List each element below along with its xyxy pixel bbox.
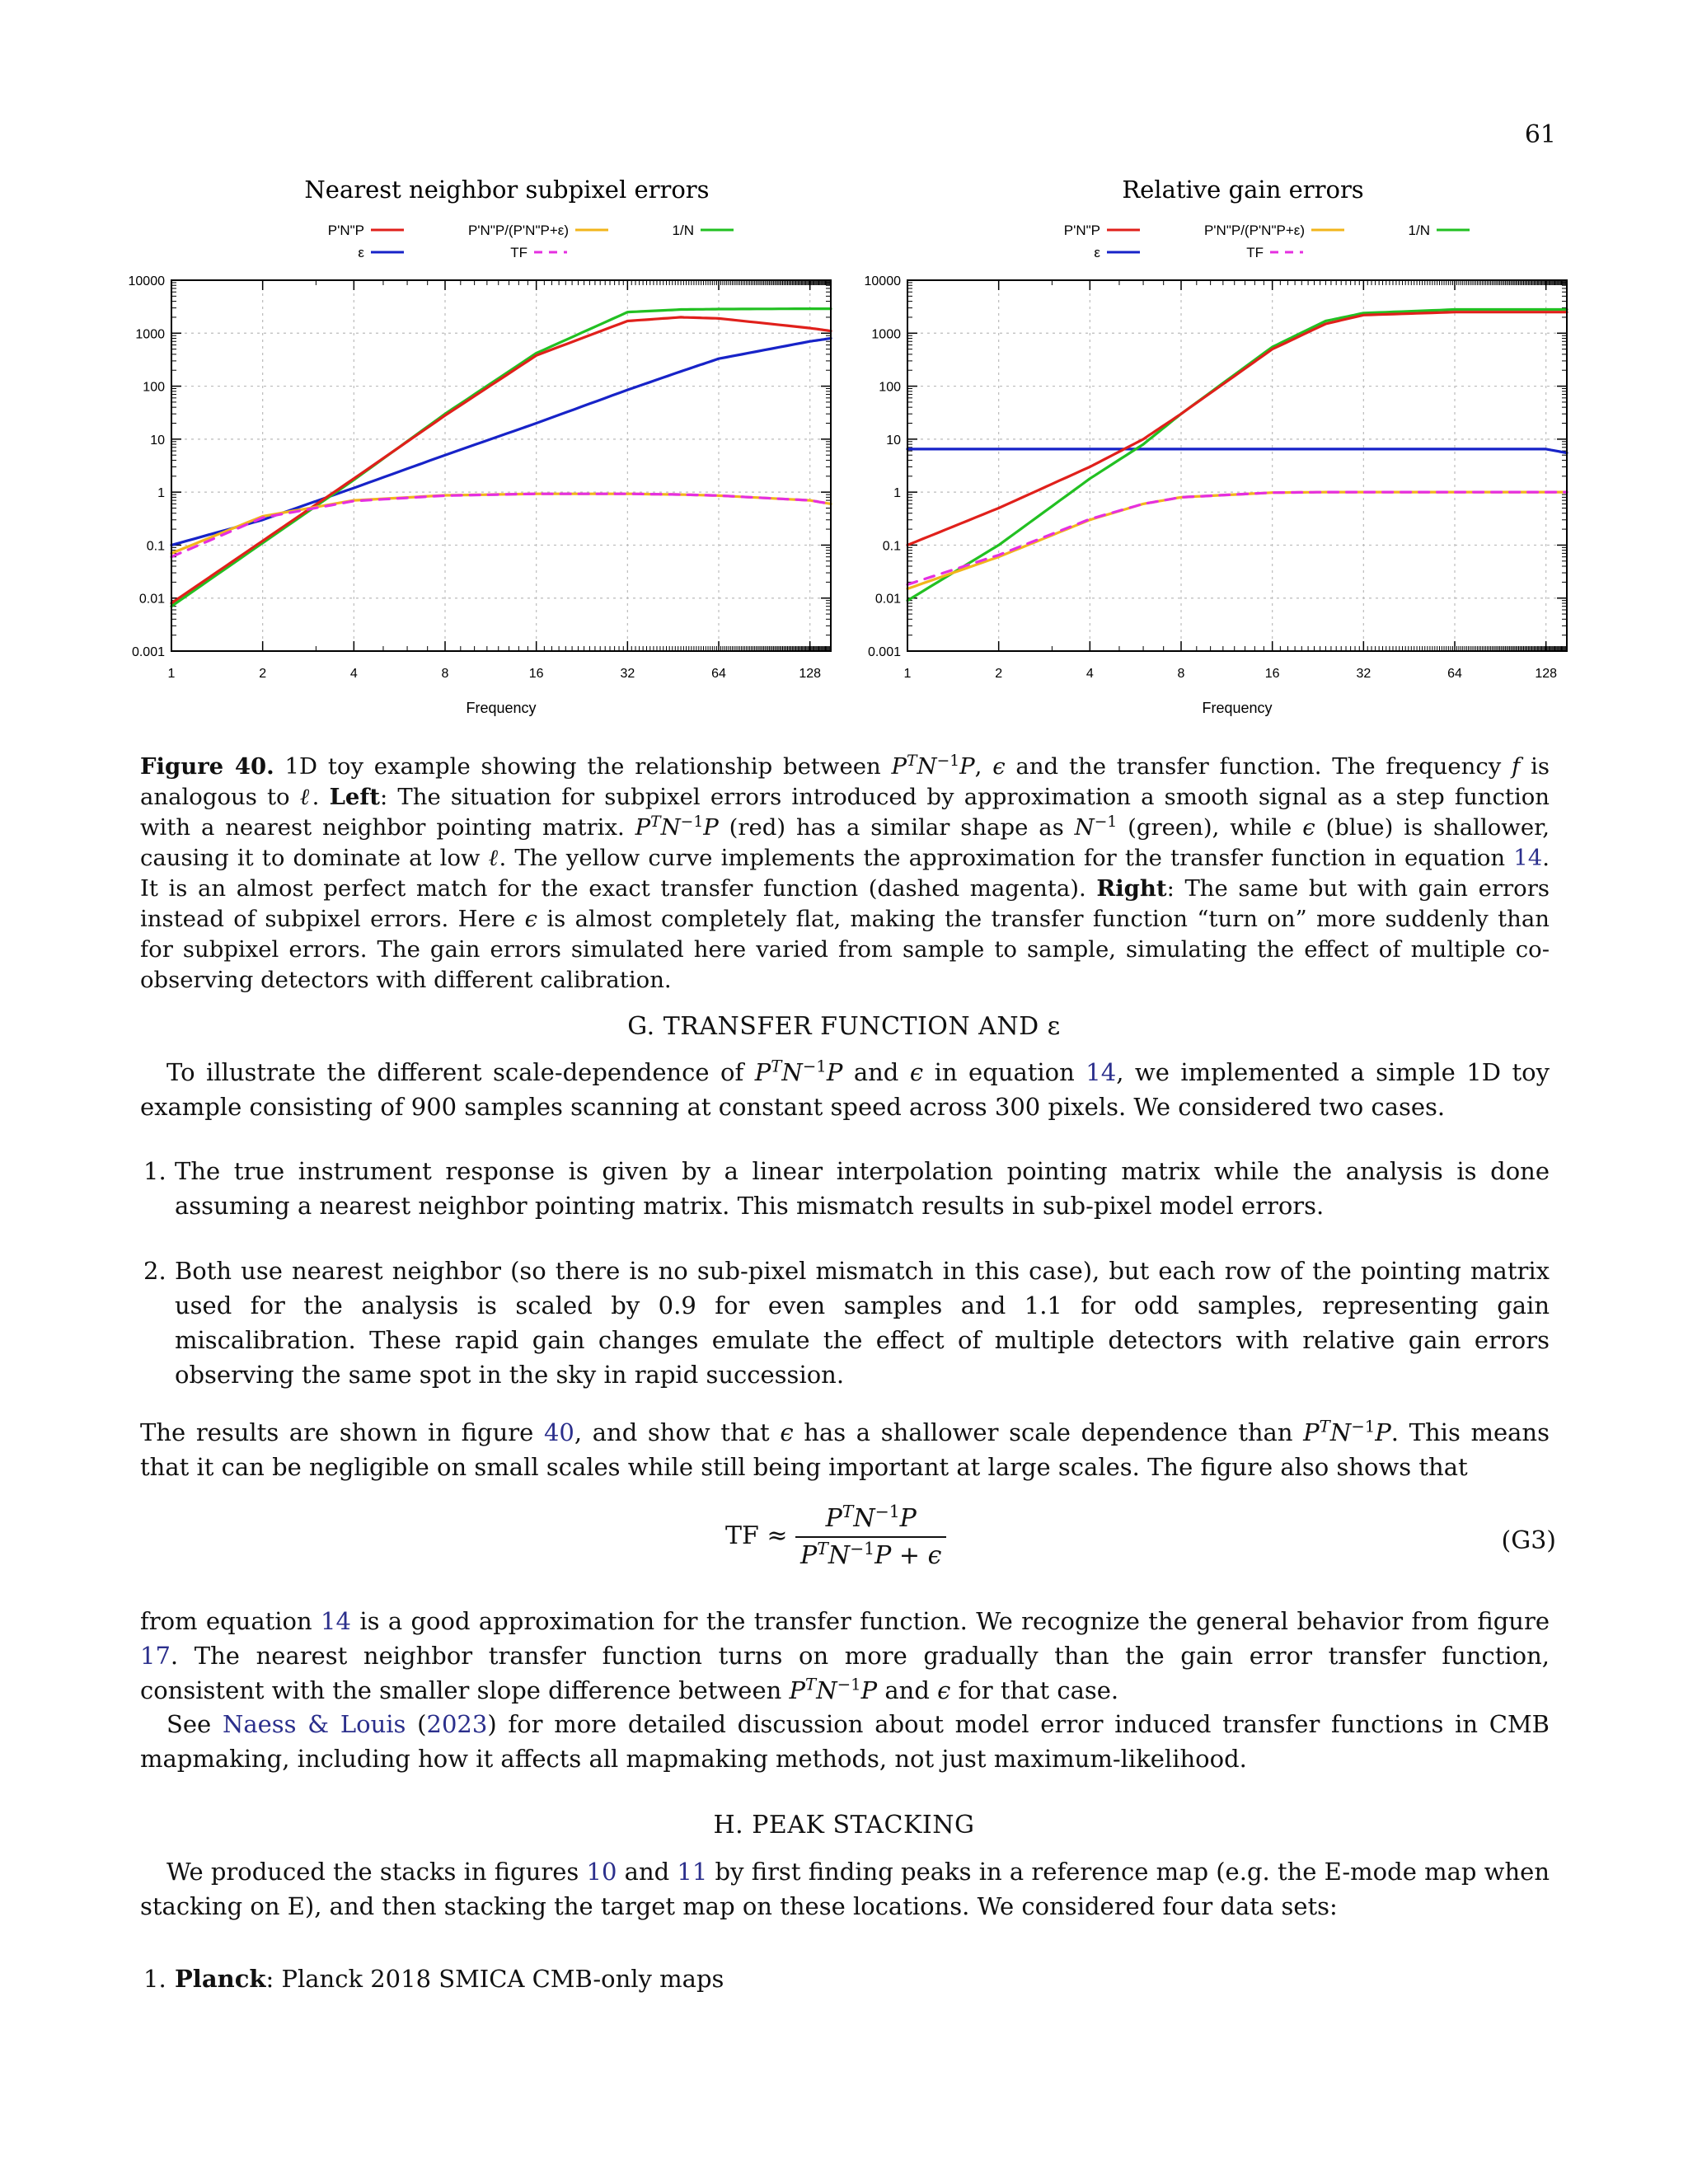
x-tick-label: 64: [711, 667, 726, 681]
section-heading-h: H. PEAK STACKING: [713, 1811, 975, 1840]
equation-fraction: $\frac{P^TN^{-1}P}{P^TN^{-1}P + \epsilon}$: [795, 1504, 946, 1570]
legend-label-tf: TF: [1246, 245, 1264, 260]
x-tick-label: 2: [995, 667, 1003, 681]
y-tick-label: 10: [886, 433, 901, 448]
legend-label-eps: ε: [1094, 245, 1100, 260]
y-tick-label: 100: [143, 380, 165, 395]
y-tick-label: 1000: [871, 327, 901, 342]
list-item: 1. Planck: Planck 2018 SMICA CMB-only maps: [143, 1965, 724, 1993]
figure-link[interactable]: 17: [140, 1642, 171, 1670]
figure-right-panel: [860, 169, 1585, 729]
x-tick-label: 32: [620, 667, 635, 681]
equation-g3: [0, 1504, 1688, 1586]
y-tick-label: 0.01: [138, 592, 165, 607]
y-tick-label: 1000: [135, 327, 165, 342]
x-tick-label: 64: [1447, 667, 1462, 681]
x-tick-label: 16: [528, 667, 544, 681]
series-line-eps: [907, 449, 1567, 453]
equation-link[interactable]: 14: [321, 1607, 351, 1635]
x-tick-label: 8: [441, 667, 449, 681]
series-line-pnp: [907, 312, 1567, 546]
equation-link[interactable]: 14: [1513, 845, 1543, 871]
legend-label-tf: TF: [510, 245, 528, 260]
legend-label-approx: P'N"P/(P'N"P+ε): [467, 223, 569, 238]
y-tick-label: 1: [157, 486, 165, 501]
x-tick-label: 16: [1264, 667, 1280, 681]
caption-right-label: Right: [1096, 875, 1167, 902]
x-tick-label: 1: [167, 667, 176, 681]
section-heading-g: G. TRANSFER FUNCTION AND ε: [627, 1012, 1061, 1041]
paragraph-g-results: The results are shown in figure 40, and show that ϵ has a shallower scale dependence than $P^TN^{-1}P$. This means that it can be negligible on small scales while still being important at large scales. The figure also shows that: [140, 1417, 1550, 1481]
y-tick-label: 0.01: [874, 592, 901, 607]
x-axis-label: Frequency: [466, 700, 537, 716]
legend-label-eps: ε: [358, 245, 364, 260]
list-item: 2. Both use nearest neighbor (so there is no sub-pixel mismatch in this case), but each row of the pointing matrix used for the analysis is scaled by 0.9 for even samples and 1.1 for odd samples, representing gain miscalibration. These rapid gain changes emulate the effect of multiple detectors with relative gain errors observing the same spot in the sky in rapid succession.: [143, 1257, 1550, 1389]
x-tick-label: 1: [903, 667, 912, 681]
x-tick-label: 2: [259, 667, 267, 681]
chart-title: Relative gain errors: [1122, 176, 1364, 204]
plot-frame: [171, 280, 831, 651]
y-tick-label: 10000: [128, 274, 165, 288]
legend-label-pnp: P'N"P: [327, 223, 364, 238]
legend-label-invN: 1/N: [672, 223, 694, 238]
paragraph-g-after-equation: from equation 14 is a good approximation for the transfer function. We recognize the general behavior from figure 17. The nearest neighbor transfer function turns on more gradually than the gain error transfer function, consistent with the smaller slope difference between $P^TN^{-1}P$ and ϵ for that case.: [140, 1607, 1550, 1704]
paragraph-h-intro: We produced the stacks in figures 10 and 11 by first finding peaks in a reference map (e.g. the E-mode map when stacking on E), and then stacking the target map on these locations. We considered four data sets:: [140, 1858, 1550, 1920]
x-axis-label: Frequency: [1202, 700, 1273, 716]
x-tick-label: 8: [1177, 667, 1185, 681]
equation-lhs: TF ≈: [725, 1521, 788, 1550]
citation-link[interactable]: Naess & Louis: [222, 1710, 406, 1738]
legend-label-invN: 1/N: [1408, 223, 1430, 238]
x-tick-label: 128: [799, 667, 822, 681]
series-line-pnp: [171, 317, 831, 603]
paragraph-g-intro: To illustrate the different scale-dependence of $P^TN^{-1}P$ and ϵ in equation 14, we implemented a simple 1D toy example consisting of 900 samples scanning at constant speed across 300 pixels. We considered two cases.: [140, 1057, 1550, 1121]
caption-left-label: Left: [329, 784, 380, 810]
figure-link[interactable]: 11: [677, 1858, 708, 1886]
y-tick-label: 10: [150, 433, 165, 448]
equation-label: (G3): [1501, 1526, 1556, 1555]
y-tick-label: 10000: [864, 274, 901, 288]
y-tick-label: 0.1: [146, 539, 165, 554]
figure-link[interactable]: 10: [586, 1858, 617, 1886]
series-line-invN: [171, 309, 831, 607]
y-tick-label: 0.1: [882, 539, 901, 554]
chart-gain-errors: [860, 169, 1585, 729]
y-tick-label: 0.001: [131, 645, 165, 659]
figure-caption: Figure 40. 1D toy example showing the relationship between $P^TN^{-1}P$, ϵ and the transfer function. The frequency f is analogous to ℓ. Left: The situation for subpixel errors introduced by approximation a smooth signal as a step function with a nearest neighbor pointing matrix. $P^TN^{-1}P$ (red) has a similar shape as $N^{-1}$ (green), while ϵ (blue) is shallower, causing it to dominate at low ℓ. The yellow curve implements the approximation for the transfer function in equation 14. It is an almost perfect match for the exact transfer function (dashed magenta). Right: The same but with gain errors instead of subpixel errors. Here ϵ is almost completely flat, making the transfer function “turn on” more suddenly than for subpixel errors. The gain errors simulated here varied from sample to sample, simulating the effect of multiple co-observing detectors with different calibration.: [140, 752, 1550, 993]
x-tick-label: 32: [1356, 667, 1372, 681]
chart-subpixel-errors: [124, 169, 849, 729]
plot-frame: [907, 280, 1567, 651]
chart-title: Nearest neighbor subpixel errors: [304, 176, 710, 204]
x-tick-label: 4: [1085, 667, 1094, 681]
page-number: 61: [1524, 120, 1556, 149]
figure-link[interactable]: 40: [543, 1418, 574, 1446]
x-tick-label: 128: [1535, 667, 1558, 681]
y-tick-label: 100: [879, 380, 901, 395]
equation-link[interactable]: 14: [1085, 1058, 1117, 1086]
series-line-tf: [171, 494, 831, 557]
x-tick-label: 4: [349, 667, 358, 681]
legend-label-pnp: P'N"P: [1063, 223, 1100, 238]
caption-label: Figure 40.: [140, 753, 274, 780]
citation-year-link[interactable]: 2023: [426, 1710, 488, 1738]
figure-left-panel: [124, 169, 849, 729]
series-line-approx: [171, 494, 831, 553]
y-tick-label: 0.001: [867, 645, 901, 659]
legend-label-approx: P'N"P/(P'N"P+ε): [1203, 223, 1305, 238]
list-item: 1. The true instrument response is given by a linear interpolation pointing matrix while the analysis is done assuming a nearest neighbor pointing matrix. This mismatch results in sub-pixel model errors.: [143, 1157, 1550, 1220]
paragraph-g-see-also: See Naess & Louis (2023) for more detailed discussion about model error induced transfer functions in CMB mapmaking, including how it affects all mapmaking methods, not just maximum-likelihood.: [140, 1710, 1550, 1773]
series-line-invN: [907, 310, 1567, 601]
y-tick-label: 1: [893, 486, 901, 501]
